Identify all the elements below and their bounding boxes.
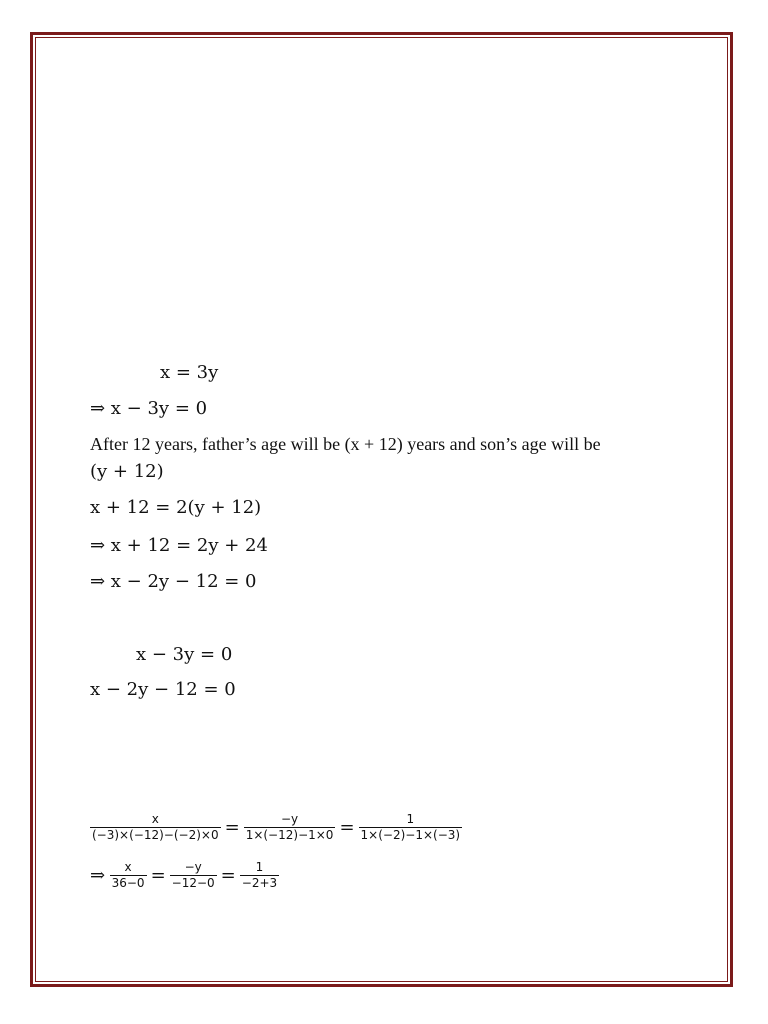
fraction-numerator: −y bbox=[184, 860, 202, 874]
paragraph-line-1: After 12 years, father’s age will be (x + 12) years and son’s age will be bbox=[90, 434, 601, 454]
fraction-denominator: 36−0 bbox=[111, 876, 145, 890]
fraction-denominator: −2+3 bbox=[241, 876, 278, 890]
fraction-numerator: 1 bbox=[406, 812, 415, 826]
fraction-numerator: −y bbox=[280, 812, 299, 826]
equation-x-equals-3y: x = 3y bbox=[160, 362, 219, 383]
fraction-y bbox=[170, 860, 217, 891]
equation-expanded: ⇒ x + 12 = 2y + 24 bbox=[90, 535, 268, 556]
fraction-one bbox=[240, 860, 279, 891]
equals-sign: = bbox=[150, 865, 166, 886]
fraction-denominator: 1×(−2)−1×(−3) bbox=[360, 828, 461, 842]
equation-x-plus-12: x + 12 = 2(y + 12) bbox=[90, 497, 262, 518]
simplified-fraction-row bbox=[90, 860, 279, 891]
fraction-one bbox=[359, 812, 463, 843]
equation-x-minus-3y: ⇒ x − 3y = 0 bbox=[90, 398, 208, 419]
fraction-y bbox=[244, 812, 336, 843]
fraction-numerator: 1 bbox=[255, 860, 264, 874]
system-equation-1: x − 3y = 0 bbox=[136, 644, 233, 665]
fraction-denominator: 1×(−12)−1×0 bbox=[245, 828, 334, 842]
fraction-x bbox=[90, 812, 221, 843]
equation-simplified: ⇒ x − 2y − 12 = 0 bbox=[90, 571, 257, 592]
fraction-denominator: −12−0 bbox=[171, 876, 215, 890]
paragraph-line-2: (y + 12) bbox=[90, 461, 164, 482]
fraction-x bbox=[110, 860, 147, 891]
fraction-numerator: x bbox=[151, 812, 159, 826]
equals-sign: = bbox=[224, 817, 240, 838]
equals-sign: = bbox=[339, 817, 355, 838]
cross-multiplication-row bbox=[90, 812, 462, 843]
fraction-denominator: (−3)×(−12)−(−2)×0 bbox=[92, 828, 219, 842]
fraction-numerator: x bbox=[124, 860, 132, 874]
equals-sign: = bbox=[220, 865, 236, 886]
system-equation-2: x − 2y − 12 = 0 bbox=[90, 679, 236, 700]
implies-arrow: ⇒ bbox=[90, 865, 106, 886]
